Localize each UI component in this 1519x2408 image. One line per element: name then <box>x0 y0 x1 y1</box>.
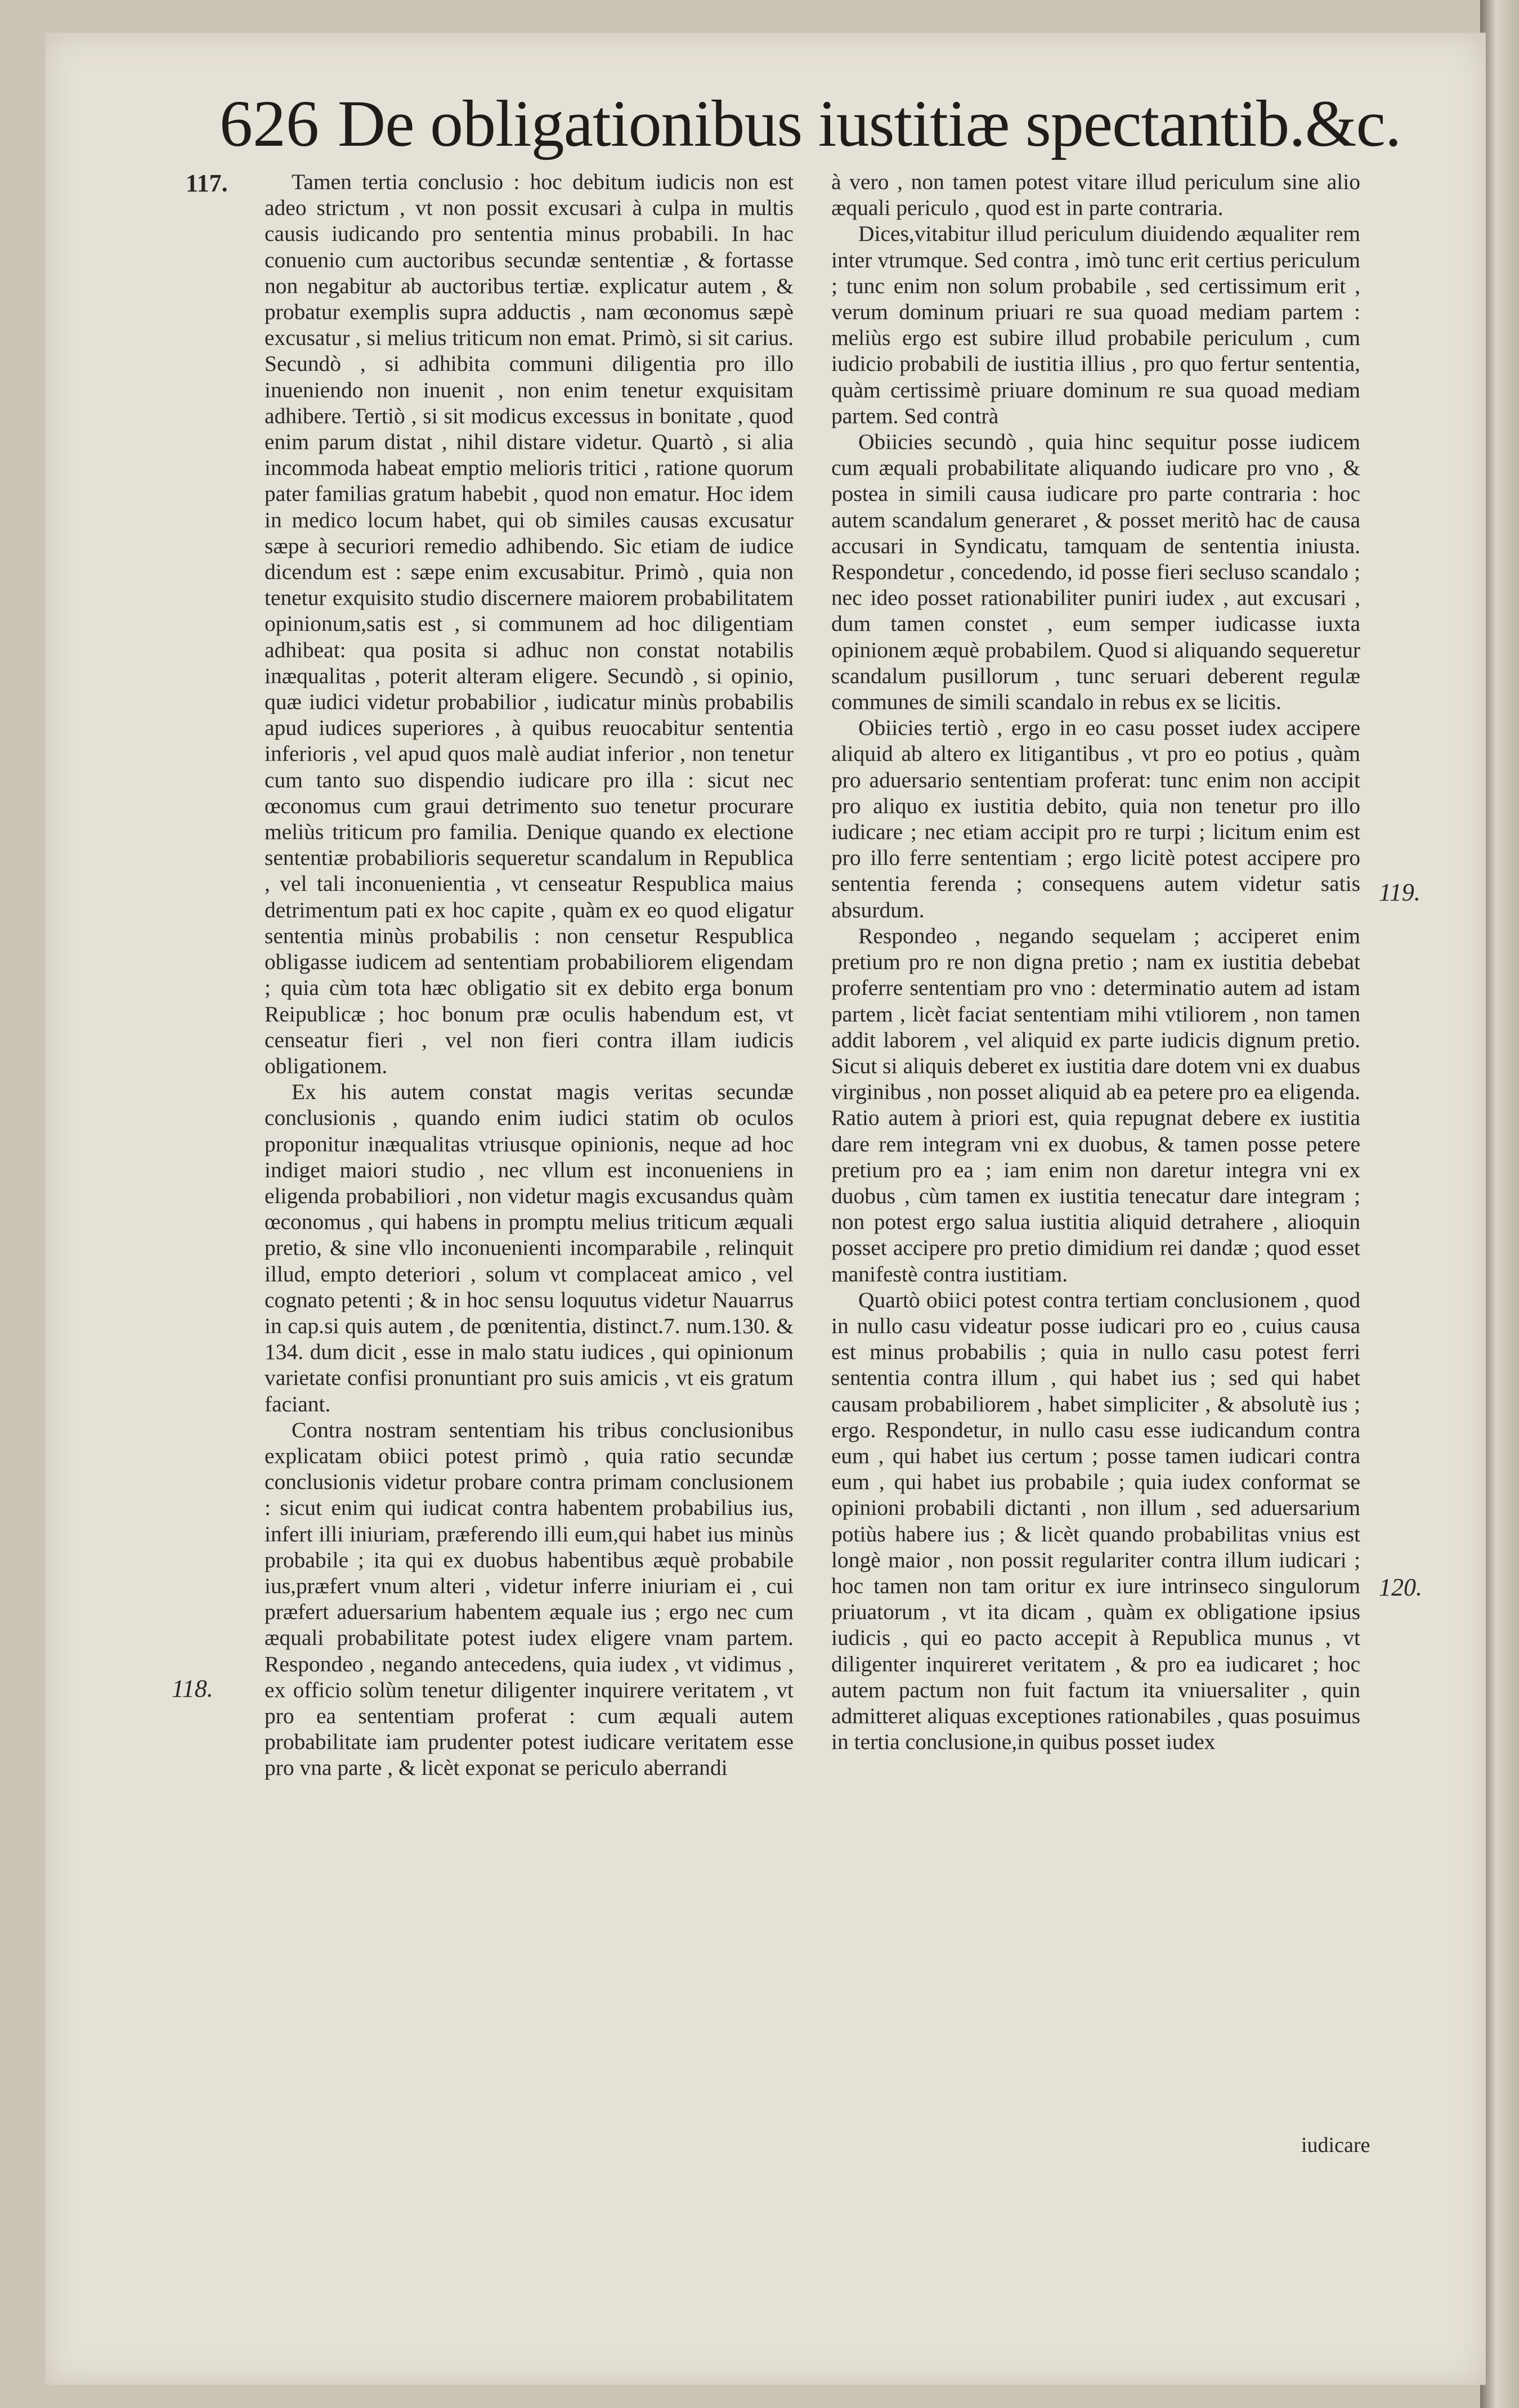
running-head: De obligationibus iustitiæ spectantib.&c. <box>338 87 1401 160</box>
paragraph: Tamen tertia conclusio : hoc debitum iudicis non est adeo strictum , vt non possit excusari à culpa in multis causis iudicando pro sententia minus probabili. In hac conuenio cum auctoribus secundæ sententiæ , & fortasse non negabitur ab auctoribus tertiæ. explicatur autem , & probatur exemplis supra adductis , nam œconomus sæpè excusatur , si melius triticum non emat. Primò, si sit carius. Secundò , si adhibita communi diligentia pro illo inueniendo non inuenit , non enim tenetur exquisitam adhibere. Tertiò , si sit modicus excessus in bonitate , quod enim parum distat , nihil distare videtur. Quartò , si alia incommoda habeat emptio melioris tritici , ratione quorum pater familias gratum habebit , quod non ematur. Hoc idem in medico locum habet, qui ob similes causas excusatur sæpe à securiori remedio adhibendo. Sic etiam de iudice dicendum est : sæpe enim excusabitur. Primò , quia non tenetur exquisito studio discernere maiorem probabilitatem opinionum,satis est , si communem ad hoc diligentiam adhibeat: qua posita si adhuc non constat notabilis inæqualitas , poterit alteram eligere. Secundò , si opinio, quæ iudici videtur probabilior , iudicatur minùs probabilis apud iudices superiores , à quibus reuocabitur sententia inferioris , vel apud quos malè audiat inferior , non tenetur cum tanto suo dispendio iudicare pro illa : sicut nec œconomus cum graui detrimento suo tenetur procurare meliùs triticum pro familia. Denique quando ex electione sententiæ probabilioris sequeretur scandalum in Republica , vel tali inconuenientia , vt censeatur Respublica maius detrimentum pati ex hoc capite , quàm ex eo quod eligatur sententia minùs probabilis : non censetur Respublica obligasse iudicem ad sententiam probabiliorem eligendam ; quia cùm tota hæc obligatio sit ex debito erga bonum Reipublicæ ; hoc bonum præ oculis habendum est, vt censeatur fieri , vel non fieri contra illam iudicis obligationem. <box>265 169 794 1078</box>
margin-number-119: 119. <box>1379 878 1421 906</box>
margin-number-120: 120. <box>1379 1573 1422 1601</box>
paragraph: Quartò obiici potest contra tertiam conclusionem , quod in nullo casu videatur posse iudicari pro eo , cuius causa est minus probabilis ; quia in nullo casu potest ferri sententia contra illum , qui habet ius ; sed qui habet causam probabiliorem , habet simpliciter , & absolutè ius ; ergo. Respondetur, in nullo casu esse iudicandum contra eum , qui habet ius certum ; posse tamen iudicari contra eum , qui habet ius probabile ; quia iudex conformat se opinioni probabili dictanti , non illum , sed aduersarium potiùs habere ius ; & licèt quando probabilitas vnius est longè maior , non possit regulariter contra illum iudicari ; hoc tamen non tam oritur ex iure intrinseco singulorum priuatorum , vt ita dicam , quàm ex obligatione ipsius iudicis , qui eo pacto accepit à Republica munus , vt diligenter inquireret veritatem , & pro ea iudicaret ; hoc autem pactum non fuit factum ita vniuersaliter , quin admitteret aliquas exceptiones rationabiles , quas posuimus in tertia conclusione,in quibus posset iudex <box>831 1287 1360 1755</box>
margin-number-118: 118. <box>172 1675 213 1702</box>
right-column <box>831 169 1360 1755</box>
paragraph: Dices,vitabitur illud periculum diuidendo æqualiter rem inter vtrumque. Sed contra , imò tunc erit certius periculum ; tunc enim non solum probabile , sed certissimum erit , verum dominum priuari re sua quoad mediam partem : meliùs ergo est subire illud probabile periculum , cum iudicio probabili de iustitia illius , pro quo fertur sententia, quàm certissimè priuare dominum re sua quoad mediam partem. Sed contrà <box>831 221 1360 428</box>
paragraph-continued: à vero , non tamen potest vitare illud periculum sine alio æquali periculo , quod est in parte contraria. <box>831 169 1360 221</box>
page-header <box>219 84 1401 163</box>
left-column <box>265 169 794 1781</box>
catchword: iudicare <box>1301 2133 1370 2157</box>
paragraph: Obiicies tertiò , ergo in eo casu posset iudex accipere aliquid ab altero ex litigantibus , vt pro eo potius , quàm pro aduersario sententiam proferat: tunc enim non accipit pro aliquo ex iustitia debito, quia non tenetur pro illo iudicare ; nec etiam accipit pro re turpi ; licitum enim est pro illo ferre sententiam ; ergo licitè potest accipere pro sententia ferenda ; consequens autem videtur satis absurdum. <box>831 715 1360 922</box>
margin-number-117: 117. <box>186 169 228 197</box>
next-page-edge <box>1480 0 1519 2408</box>
paragraph: Respondeo , negando sequelam ; acciperet enim pretium pro re non digna pretio ; nam ex iustitia debebat proferre sententiam pro vno : determinatio autem ad istam partem , licèt faciat sententiam mihi vtiliorem , non tamen addit laborem , vel aliquid ex parte iudicis dignum pretio. Sicut si aliquis deberet ex iustitia dare dotem vni ex duabus virginibus , non posset aliquid ab ea petere pro ea eligenda. Ratio autem à priori est, quia repugnat debere ex iustitia dare rem integram vni ex duobus, & tamen posse petere pretium pro ea ; iam enim non daretur integra vni ex duobus , cùm tamen ex iustitia tenecatur dare integram ; non potest ergo salua iustitia aliquid detrahere , alioquin posset accipere pro pretio dimidium rei dandæ ; quod esset manifestè contra iustitiam. <box>831 923 1360 1286</box>
paragraph: Contra nostram sententiam his tribus conclusionibus explicatam obiici potest primò , quia ratio secundæ conclusionis videtur probare contra primam conclusionem : sicut enim qui iudicat contra habentem probabilius ius, infert illi iniuriam, præferendo illi eum,qui habet ius minùs probabile ; ita qui ex duobus habentibus æquè probabile ius,præfert vnum alteri , videtur inferre iniuriam ei , cui præfert aduersarium habentem æquale ius ; ergo nec cum æquali probabilitate potest iudex eligere vnam partem. Respondeo , negando antecedens, quia iudex , vt vidimus , ex officio solùm tenetur diligenter inquirere veritatem , vt pro ea sententiam proferat : cum æquali autem probabilitate iam prudenter potest iudicare veritatem esse pro vna parte , & licèt exponat se periculo aberrandi <box>265 1417 794 1781</box>
page-number: 626 <box>219 87 319 160</box>
paragraph: Obiicies secundò , quia hinc sequitur posse iudicem cum æquali probabilitate aliquando iudicare pro vno , & postea in simili causa iudicare pro parte contraria : hoc autem scandalum generaret , & posset meritò hac de causa accusari in Syndicatu, tamquam de sententia iniusta. Respondetur , concedendo, id posse fieri secluso scandalo ; nec ideo posset rationabiliter puniri iudex , aut excusari , dum tamen constet , eum semper iudicasse iuxta opinionem æquè probabilem. Quod si aliquando sequeretur scandalum pusillorum , tunc seruari deberent regulæ communes de simili scandalo in rebus ex se licitis. <box>831 429 1360 715</box>
paragraph: Ex his autem constat magis veritas secundæ conclusionis , quando enim iudici statim ob oculos proponitur inæqualitas vtriusque opinionis, neque ad hoc indiget maiori studio , nec vllum est inconueniens in eligenda probabiliori , non videtur magis excusandus quàm œconomus , qui habens in promptu melius triticum æquali pretio, & sine vllo inconuenienti incomparabile , relinquit illud, empto deteriori , solum vt complaceat amico , vel cognato petenti ; & in hoc sensu loquutus videtur Nauarrus in cap.si quis autem , de pœnitentia, distinct.7. num.130. & 134. dum dicit , esse in malo statu iudices , qui opinionum varietate confisi pronuntiant pro suis amicis , vt eis gratum faciant. <box>265 1079 794 1416</box>
